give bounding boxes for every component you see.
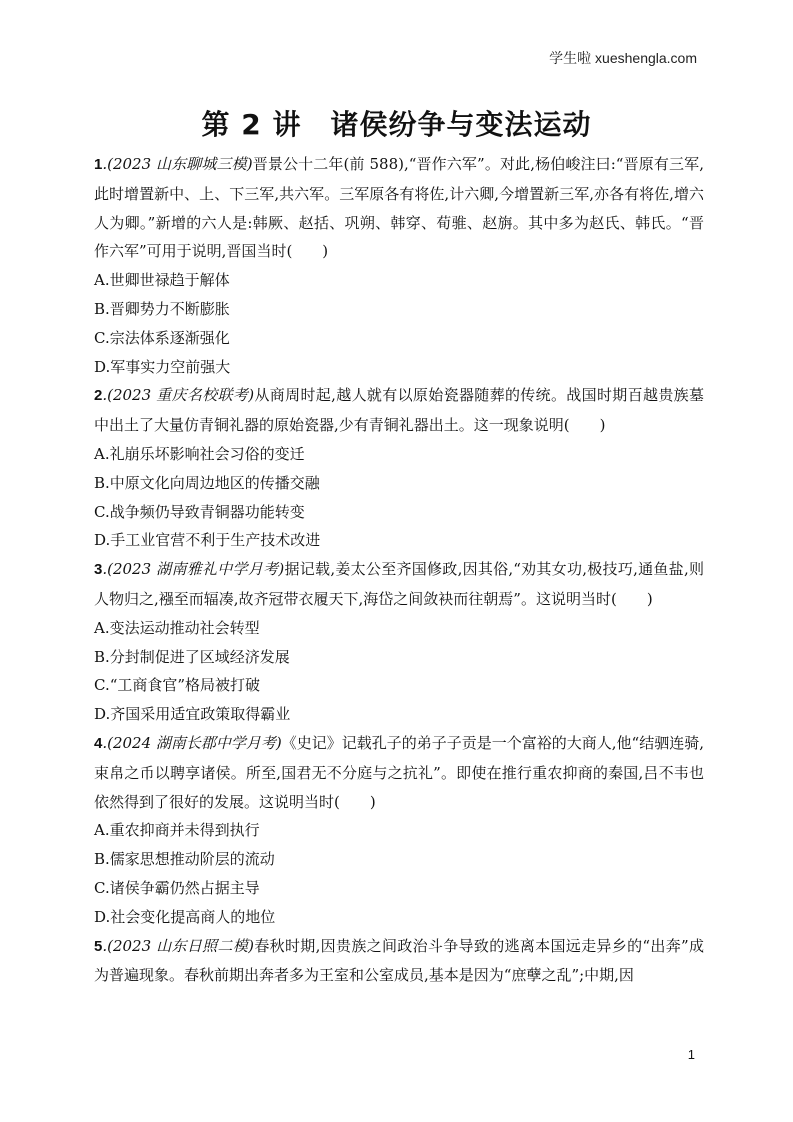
question: [94, 729, 704, 932]
question: [94, 555, 704, 729]
question-source: .(2023 山东聊城三模): [102, 155, 253, 173]
page-number: 1: [687, 1047, 695, 1062]
question: [94, 932, 704, 991]
page-title: 第 2 讲 诸侯纷争与变法运动: [201, 108, 592, 141]
question-text: 春秋时期,因贵族之间政治斗争导致的逃离本国远走异乡的“出奔”成为普遍现象。春秋前期出奔者多为王室和公室成员,基本是因为“庶孽之乱”;中期,因: [94, 936, 704, 985]
question-stem: [94, 381, 704, 440]
question-text: 《史记》记载孔子的弟子子贡是一个富裕的大商人,他“结驷连骑,束帛之币以聘享诸侯。所至,国君无不分庭与之抗礼”。即使在推行重农抑商的秦国,吕不韦也依然得到了很好的发展。这说明当时( ): [94, 733, 704, 811]
option-b: B.中原文化向周边地区的传播交融: [94, 473, 320, 492]
option-b: B.分封制促进了区域经济发展: [94, 647, 290, 666]
question-stem: [94, 932, 704, 991]
option-a: A.礼崩乐坏影响社会习俗的变迁: [94, 444, 305, 463]
question-text: 据记载,姜太公至齐国修政,因其俗,“劝其女功,极技巧,通鱼盐,则人物归之,襁至而辐凑,故齐冠带衣履天下,海岱之间敛袂而往朝焉”。这说明当时( ): [94, 560, 705, 608]
option-d: D.手工业官营不利于生产技术改进: [94, 531, 321, 550]
question-stem: [94, 555, 704, 614]
option-c: C.战争频仍导致青铜器功能转变: [94, 502, 305, 521]
option-a: A.世卿世禄趋于解体: [94, 271, 230, 290]
question-source: .(2023 重庆名校联考): [102, 386, 255, 405]
question-number: 3: [94, 561, 103, 579]
option-a: A.重农抑商并未得到执行: [94, 821, 260, 840]
question: [94, 381, 704, 555]
option-d: D.社会变化提高商人的地位: [94, 907, 276, 926]
question-stem: [94, 729, 704, 816]
option-c: C.宗法体系逐渐强化: [94, 328, 230, 347]
question-text: 从商周时起,越人就有以原始瓷器随葬的传统。战国时期百越贵族墓中出土了大量仿青铜礼器的原始瓷器,少有青铜礼器出土。这一现象说明( ): [94, 386, 704, 435]
option-a: A.变法运动推动社会转型: [94, 618, 260, 637]
question-number: 5: [94, 937, 103, 955]
question-stem: [94, 150, 704, 266]
question: [94, 150, 704, 381]
question-text: 晋景公十二年(前 588),“晋作六军”。对此,杨伯峻注曰:“晋原有三军,此时增置新中、上、下三军,共六军。三军原各有将佐,计六卿,今增置新三军,亦各有将佐,增六人为卿。”新增的六人是:韩厥、赵括、巩朔、韩穿、荀骓、赵旃。其中多为赵氏、韩氏。“晋作六军”可用于说明,晋国当时( ): [94, 155, 704, 261]
option-d: D.齐国采用适宜政策取得霸业: [94, 705, 291, 724]
question-number: 1: [94, 156, 103, 173]
option-b: B.儒家思想推动阶层的流动: [94, 850, 275, 869]
question-source: .(2023 山东日照二模): [102, 936, 254, 955]
question-source: .(2023 湖南雅礼中学月考): [102, 560, 285, 579]
option-c: C.“工商食官”格局被打破: [94, 676, 261, 695]
option-c: C.诸侯争霸仍然占据主导: [94, 878, 260, 897]
option-b: B.晋卿势力不断膨胀: [94, 299, 230, 318]
question-list: [94, 150, 704, 990]
question-number: 2: [94, 387, 103, 405]
option-d: D.军事实力空前强大: [94, 357, 231, 376]
question-source: .(2024 湖南长郡中学月考): [102, 733, 282, 752]
question-number: 4: [94, 734, 103, 752]
site-header: 学生啦 xueshengla.com: [549, 50, 697, 66]
